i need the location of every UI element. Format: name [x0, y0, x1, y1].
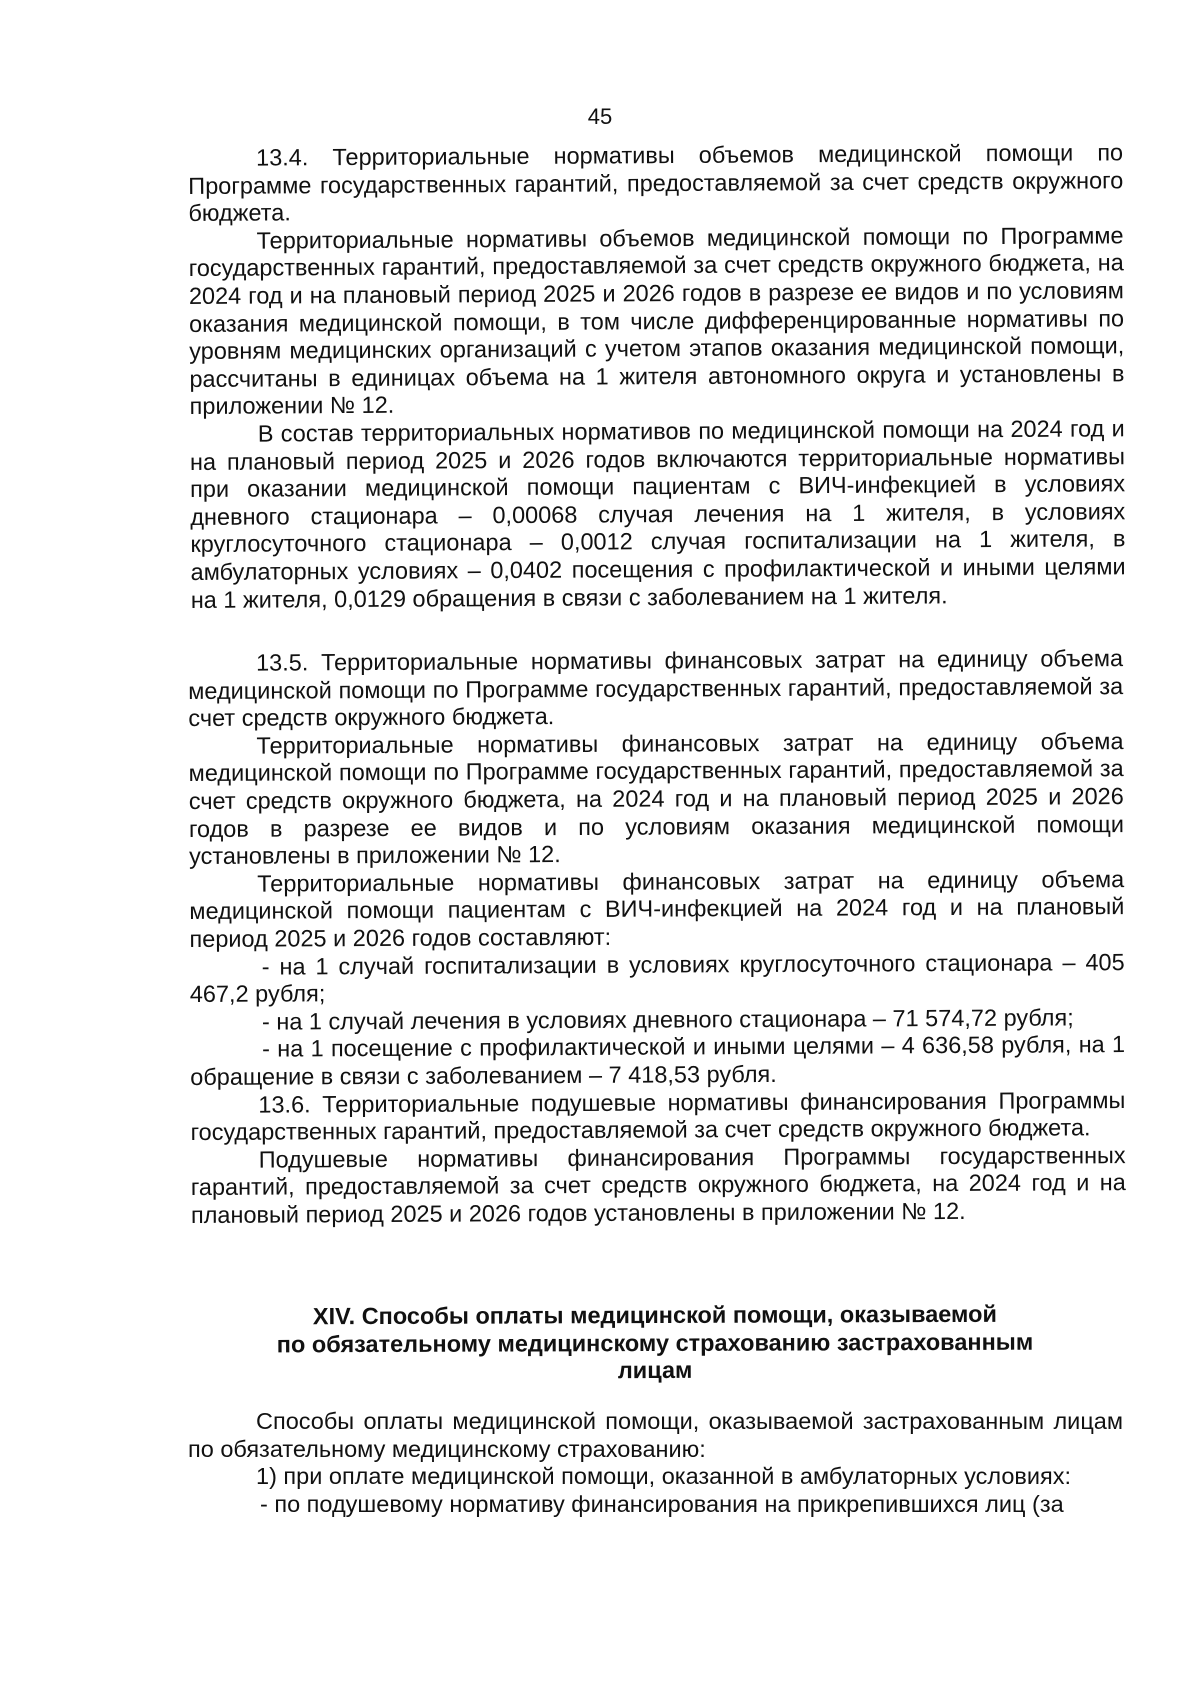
- paragraph: 13.4. Территориальные нормативы объемов медицинской помощи по Программе государственных гарантий, предоставляемой за счет средств окружного бюджета.: [188, 139, 1124, 227]
- paragraph: 1) при оплате медицинской помощи, оказанной в амбулаторных условиях:: [256, 1463, 1072, 1490]
- section-13-4-text: [188, 139, 1126, 614]
- paragraph: 13.5. Территориальные нормативы финансовых затрат на единицу объема медицинской помощи по Программе государственных гарантий, предоставляемой за счет средств окружного бюджета.: [188, 645, 1124, 732]
- paragraph: Территориальные нормативы объемов медицинской помощи по Программе государственных гарантий, предоставляемой за счет средств окружного бюджета, на 2024 год и на плановый период 2025 и 2026 годов в разрезе ее видов и по условиям оказания медицинской помощи, в том числе дифференцированные нормативы по уровням медицинских организаций с учетом этапов оказания медицинской помощи, рассчитаны в единицах объема на 1 жителя автономного округа и установлены в приложении № 12.: [188, 222, 1125, 420]
- section-13-5-13-6-text: [188, 645, 1126, 1229]
- paragraph: Территориальные нормативы финансовых затрат на единицу объема медицинской помощи пациентам с ВИЧ-инфекцией на 2024 год и на плановый период 2025 и 2026 годов составляют:: [189, 865, 1125, 952]
- list-item: - на 1 посещение с профилактической и иными целями – 4 636,58 рубля, на 1 обращение в связи с заболеванием – 7 418,53 рубля.: [190, 1031, 1126, 1090]
- section-xiv-text: [188, 1408, 1123, 1518]
- paragraph: Подушевые нормативы финансирования Программы государственных гарантий, предоставляемой за счет средств окружного бюджета, на 2024 год и на плановый период 2025 и 2026 годов установлены в приложении № 12.: [190, 1141, 1126, 1228]
- paragraph: 13.6. Территориальные подушевые нормативы финансирования Программы государственных гарантий, предоставляемой за счет средств окружного бюджета.: [190, 1086, 1126, 1146]
- heading-line: лицам: [617, 1356, 693, 1384]
- section-xiv-heading: [230, 1301, 1080, 1386]
- paragraph: Территориальные нормативы финансовых затрат на единицу объема медицинской помощи по Программе государственных гарантий, предоставляемой за счет средств окружного бюджета, на 2024 год и на плановый период 2025 и 2026 годов в разрезе ее видов и по условиям оказания медицинской помощи установлены в приложении № 12.: [188, 727, 1124, 870]
- paragraph: Способы оплаты медицинской помощи, оказываемой застрахованным лицам по обязательному медицинскому страхованию:: [188, 1408, 1123, 1462]
- list-item: - на 1 случай лечения в условиях дневного стационара – 71 574,72 рубля;: [261, 1004, 1074, 1035]
- heading-line: XIV. Способы оплаты медицинской помощи, оказываемой: [312, 1300, 997, 1330]
- paragraph: В состав территориальных нормативов по медицинской помощи на 2024 год и на плановый период 2025 и 2026 годов включаются территориальные нормативы при оказании медицинской помощи пациентам с ВИЧ-инфекцией в условиях дневного стационара – 0,00068 случая лечения на 1 жителя, в условиях круглосуточного стационара – 0,0012 случая госпитализации на 1 жителя, в амбулаторных условиях – 0,0402 посещения с профилактической и иными целями на 1 жителя, 0,0129 обращения в связи с заболеванием на 1 жителя.: [189, 415, 1126, 613]
- list-item: - по подушевому нормативу финансирования на прикрепившихся лиц (за: [260, 1490, 1064, 1517]
- list-item: - на 1 случай госпитализации в условиях круглосуточного стационара – 405 467,2 рубля;: [189, 948, 1125, 1008]
- heading-line: по обязательному медицинскому страхованию застрахованным: [276, 1328, 1034, 1357]
- page-number: 45: [587, 104, 613, 129]
